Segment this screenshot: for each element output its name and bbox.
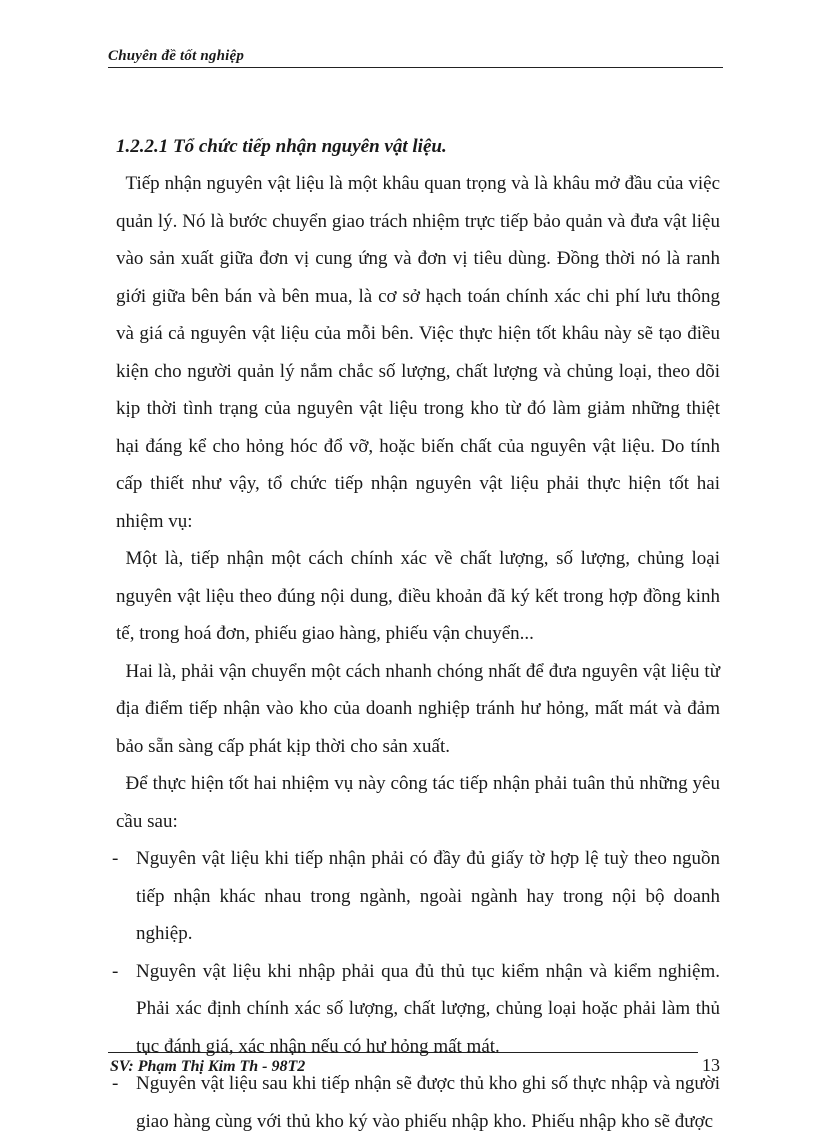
list-item	[112, 840, 720, 953]
list-item-text: Nguyên vật liệu khi tiếp nhận phải có đầy đủ giấy tờ hợp lệ tuỳ theo nguồn tiếp nhận khác nhau trong ngành, ngoài ngành hay trong nội bộ doanh nghiệp.	[136, 848, 720, 944]
bullet-dash: -	[112, 960, 119, 982]
header-divider	[108, 67, 723, 68]
bullet-dash: -	[112, 848, 119, 869]
paragraph-requirements-lead: Để thực hiện tốt hai nhiệm vụ này công tác tiếp nhận phải tuân thủ những yêu cầu sau:	[116, 773, 720, 832]
requirements-list	[112, 840, 720, 1140]
list-item-text: Nguyên vật liệu sau khi tiếp nhận sẽ được thủ kho ghi số thực nhập và người giao hàng cùng với thủ kho ký vào phiếu nhập kho. Phiếu nhập kho sẽ được	[136, 1073, 720, 1132]
page-number: 13	[702, 1055, 720, 1075]
list-item	[112, 953, 720, 1066]
paragraph-intro: Tiếp nhận nguyên vật liệu là một khâu quan trọng và là khâu mở đầu của việc quản lý. Nó là bước chuyển giao trách nhiệm trực tiếp bảo quản và đưa vật liệu vào sản xuất giữa đơn vị cung ứng và đơn vị tiêu dùng. Đồng thời nó là ranh giới giữa bên bán và bên mua, là cơ sở hạch toán chính xác chi phí lưu thông và giá cả nguyên vật liệu của mỗi bên. Việc thực hiện tốt khâu này sẽ tạo điều kiện cho người quản lý nắm chắc số lượng, chất lượng và chủng loại, theo dõi kịp thời tình trạng của nguyên vật liệu trong kho từ đó làm giảm những thiệt hại đáng kể cho hỏng hóc đổ vỡ, hoặc biến chất của nguyên vật liệu. Do tính cấp thiết như vậy, tổ chức tiếp nhận nguyên vật liệu phải thực hiện tốt hai nhiệm vụ:	[116, 173, 720, 532]
footer-divider	[108, 1052, 698, 1053]
bullet-dash: -	[112, 1073, 119, 1094]
list-item-text: Nguyên vật liệu khi nhập phải qua đủ thủ tục kiểm nhận và kiểm nghiệm. Phải xác định chính xác số lượng, chất lượng, chủng loại hoặc phải làm thủ tục đánh giá, xác nhận nếu có hư hỏng mất mát.	[136, 960, 720, 1057]
paragraph-task-one: Một là, tiếp nhận một cách chính xác về chất lượng, số lượng, chủng loại nguyên vật liệu theo đúng nội dung, điều khoản đã ký kết trong hợp đồng kinh tế, trong hoá đơn, phiếu giao hàng, phiếu vận chuyển...	[116, 548, 720, 644]
running-header-title: Chuyên đề tốt nghiệp	[108, 48, 245, 64]
paragraph-task-two: Hai là, phải vận chuyển một cách nhanh chóng nhất để đưa nguyên vật liệu từ địa điểm tiếp nhận vào kho của doanh nghiệp tránh hư hỏng, mất mát và đảm bảo sẵn sàng cấp phát kịp thời cho sản xuất.	[116, 660, 720, 757]
section-heading: 1.2.2.1 Tổ chức tiếp nhận nguyên vật liệu.	[116, 136, 447, 157]
body-content	[112, 165, 720, 1140]
list-item	[112, 1065, 720, 1140]
footer-author: SV: Phạm Thị Kim Th - 98T2	[110, 1058, 306, 1075]
